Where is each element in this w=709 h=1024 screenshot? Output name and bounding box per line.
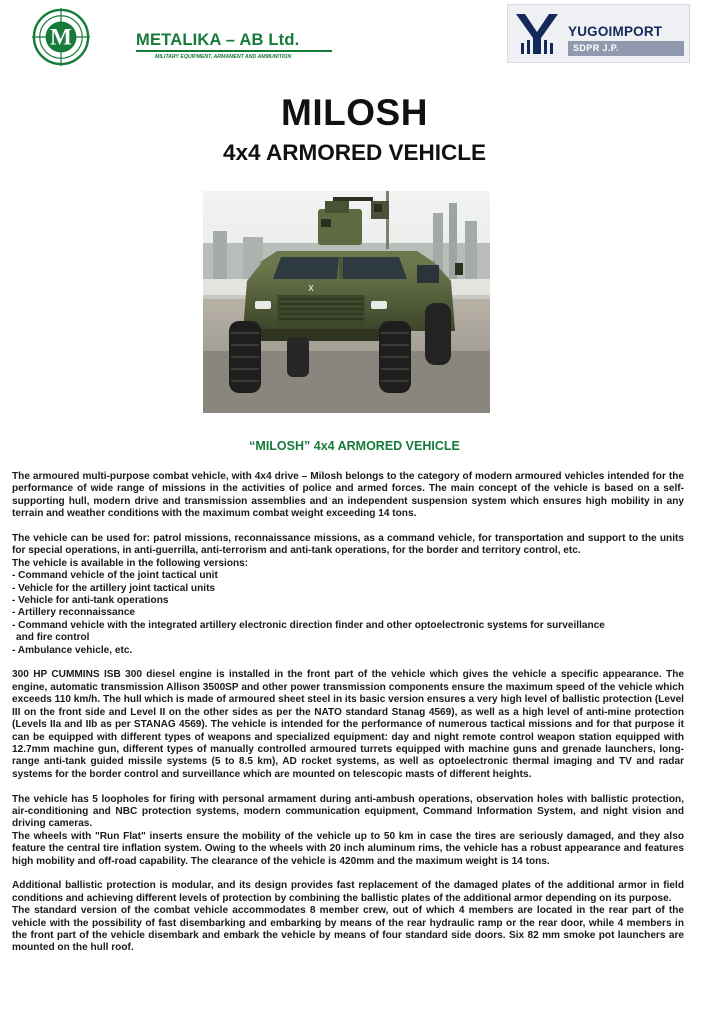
page-title: MILOSH [281,92,428,133]
loopholes-paragraph: The vehicle has 5 loopholes for firing with personal armament during anti-ambush operations, observation holes with ballistic protection, air-conditioning and NBC protection systems, modern communication equipment, Command Information System, and night vision and driving cameras. [12,793,684,830]
crew-paragraph: The standard version of the combat vehicle accommodates 8 member crew, out of which 4 members are located in the rear part of the vehicle with the possibility of fast disembarking and embarking by means of the rear hydraulic ramp or the rear door, while 4 members in the front part of the vehicle disembark and embark the vehicle by means of four standard side doors. Six 82 mm smoke pot launchers are mounted on the hull roof. [12,905,684,954]
metalika-tagline: MILITARY EQUIPMENT, ARMAMENT AND AMMUNITION [155,54,292,60]
uses-paragraph: The vehicle can be used for: patrol missions, reconnaissance missions, as a command vehicle, for transportation and support to the units for special operations, in anti-guerrilla, anti-terrorism and anti-tank operations, for the border and territory control, etc. [12,533,684,557]
vehicle-photo [203,191,490,413]
wheels-paragraph: The wheels with "Run Flat" inserts ensure the mobility of the vehicle up to 50 km in case the tires are seriously damaged, and they also feature the central tire inflation system. Owing to the wheels with 20 inch aluminum rims, the vehicle has a robust appearance and features high mobility and off-road capability. The clearance of the vehicle is 420mm and the maximum weight is 14 tons. [12,830,684,867]
photo-caption: “MILOSH” 4x4 ARMORED VEHICLE [249,439,460,453]
version-item: - Ambulance vehicle, etc. [12,644,133,656]
yugoimport-mark-icon [516,12,558,56]
version-item: - Vehicle for anti-tank operations [12,595,169,607]
yugoimport-subtitle: SDPR J.P. [568,41,684,56]
version-item: and fire control [16,632,90,644]
body-text [12,471,684,955]
metalika-logo-letter: M [50,24,72,51]
hull-marking: X [308,284,314,293]
armor-paragraph: Additional ballistic protection is modular, and its design provides fast replacement of the damaged plates of the additional armor in field conditions and achieving different levels of protection by combining the ballistic plates of the additional armor depending on its purpose. [12,880,684,904]
page-subtitle: 4x4 ARMORED VEHICLE [223,140,486,165]
yugoimport-logo [507,4,690,63]
version-item: - Vehicle for the artillery joint tactical units [12,582,216,594]
engine-paragraph: 300 HP CUMMINS ISB 300 diesel engine is installed in the front part of the vehicle which gives the vehicle a specific appearance. The engine, automatic transmission Allison 3500SP and other power transmission components ensure the maximum speed of the vehicle which exceeds 110 km/h. The hull which is made of armoured sheet steel in its basic version ensures a very high level of ballistic protection (Level III on the front side and Level II on the other sides as per the NATO standard Stanag 4569), as well as a high level of anti-mine protection (Levels IIa and IIb as per STANAG 4569). The vehicle is intended for the performance of numerous tactical missions and for that purpose it can be equipped with different types of weapons and specialized equipment: day and night remote control weapon station equipped with 12.7mm machine gun, different types of manually controlled armoured turrets equipped with machine guns and grenade launchers, long-range anti-tank guided missile systems (5 to 8.5 km), AD rocket systems, as well as optoelectronic thermal imaging and TV and radar systems for the border control and surveillance which are mounted on telescopic masts of different heights. [12,669,684,780]
version-item: - Artillery reconnaissance [12,607,136,619]
versions-intro: The vehicle is available in the following versions: [12,557,249,569]
metalika-company-name: METALIKA – AB Ltd. [136,31,300,49]
yugoimport-name: YUGOIMPORT [568,24,663,39]
metalika-underline [136,50,332,52]
version-item: - Command vehicle of the joint tactical unit [12,570,218,582]
intro-paragraph: The armoured multi-purpose combat vehicle, with 4x4 drive – Milosh belongs to the category of modern armoured vehicles intended for the performance of wide range of missions in the activities of police and armed forces. The main concept of the vehicle is based on a self-supporting hull, modern drive and transmission assemblies and an independent suspension system which ensures high mobility in any terrain and weather conditions with the maximum combat weight exceeding 14 tons. [12,471,684,520]
metalika-logo [32,8,90,66]
version-item: - Command vehicle with the integrated artillery electronic direction finder and other optoelectronic systems for surveillance [12,619,605,631]
